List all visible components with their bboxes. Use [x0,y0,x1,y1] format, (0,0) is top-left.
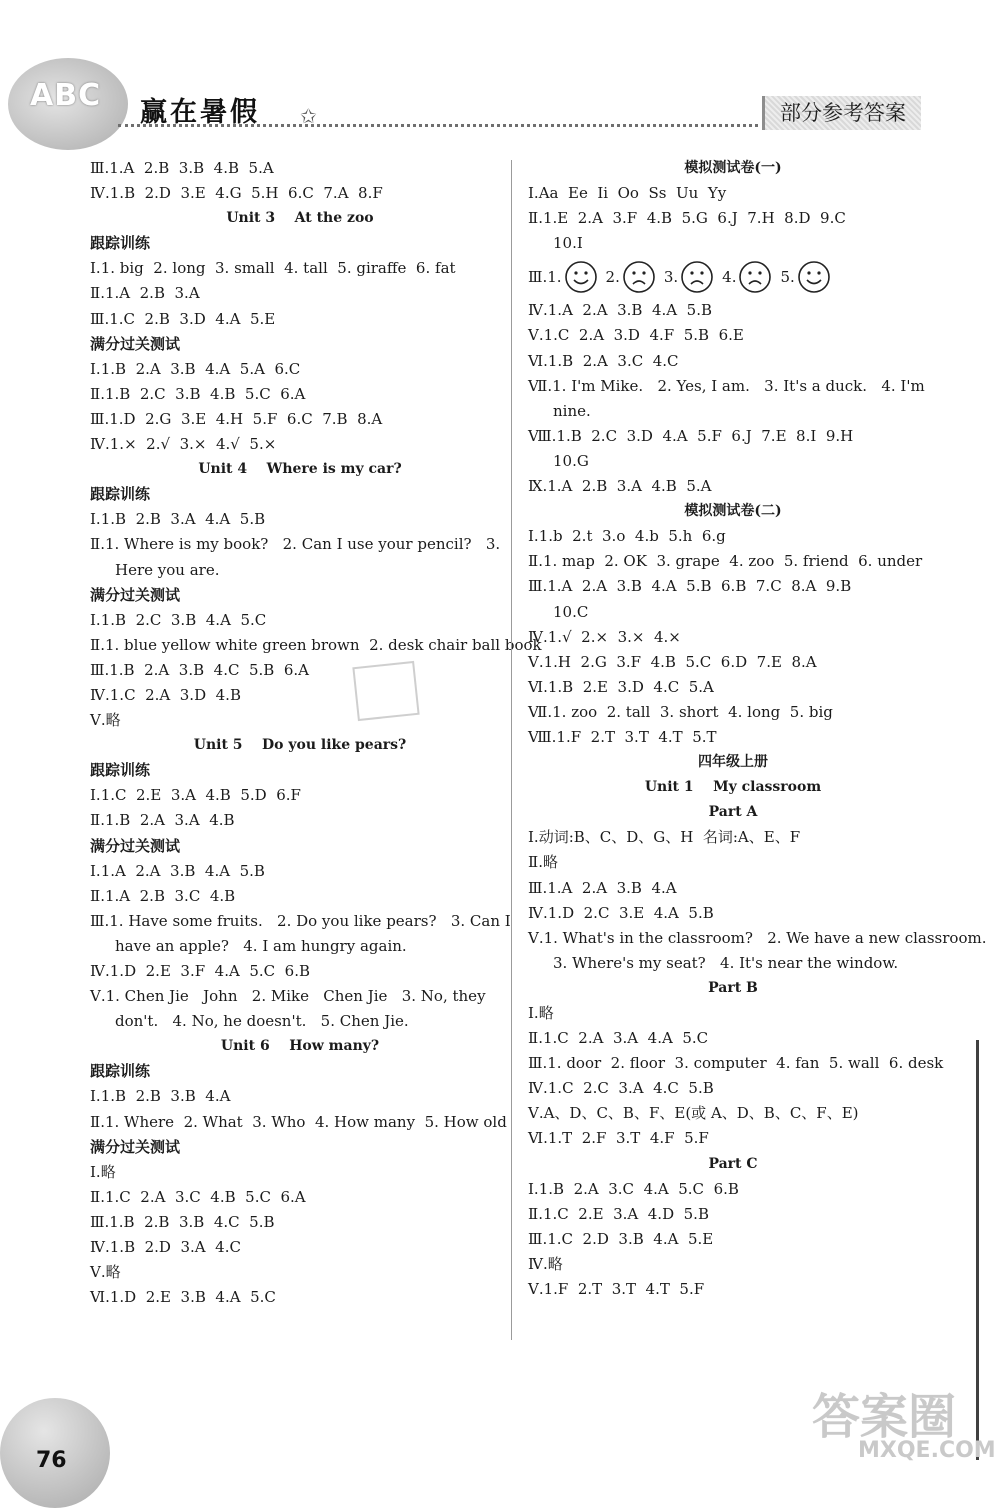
subsection-label: 跟踪训练 [90,761,151,780]
answer-line: don't. 4. No, he doesn't. 5. Chen Jie. [115,1012,409,1031]
answer-line: Ⅱ.1.E 2.A 3.F 4.B 5.G 6.J 7.H 8.D 9.C [528,209,846,228]
answer-line: Ⅳ.1.C 2.A 3.D 4.B [90,685,241,704]
section-heading: 四年级上册 [698,754,768,771]
answer-line: Ⅱ.1. Where 2. What 3. Who 4. How many 5. How old [90,1112,507,1131]
logo-text: ABC [30,78,102,113]
section-heading: 模拟测试卷(二) [684,503,782,520]
answer-line: Ⅱ.1.B 2.C 3.B 4.B 5.C 6.A [90,384,306,403]
face-number: 4. [722,268,737,287]
answer-line: Ⅴ.略 [90,1263,121,1282]
stamp-mark [352,661,419,721]
answer-line: Ⅰ.1.B 2.B 3.A 4.A 5.B [90,510,266,529]
answer-line: Ⅰ.1.C 2.E 3.A 4.B 5.D 6.F [90,786,301,805]
section-heading: Unit 6 How many? [220,1038,380,1055]
faces-prefix: Ⅲ.1. [528,268,562,287]
answer-line: Ⅰ.1.B 2.A 3.B 4.A 5.A 6.C [90,359,301,378]
answer-line: Ⅵ.1.B 2.E 3.D 4.C 5.A [528,677,714,696]
answer-line: Ⅰ.1.B 2.C 3.B 4.A 5.C [90,610,267,629]
answer-line: Ⅴ.A、D、C、B、F、E(或 A、D、B、C、F、E) [528,1104,859,1123]
answer-line: Ⅴ.1. Chen Jie John 2. Mike Chen Jie 3. No, they [90,987,486,1006]
happy-face-icon [564,260,598,294]
answer-line: Ⅴ.1.C 2.A 3.D 4.F 5.B 6.E [528,326,744,345]
answer-line: Ⅱ.1.A 2.B 3.C 4.B [90,886,236,905]
answer-line: Ⅲ.1.D 2.G 3.E 4.H 5.F 6.C 7.B 8.A [90,409,383,428]
answer-line: Ⅱ.1. Where is my book? 2. Can I use your pencil? 3. [90,535,501,554]
answer-line: Ⅴ.1. What's in the classroom? 2. We have a new classroom. [528,928,987,947]
happy-face-icon [797,260,831,294]
watermark-url: MXQE.COM [858,1438,996,1463]
answer-line: Ⅷ.1.B 2.C 3.D 4.A 5.F 6.J 7.E 8.I 9.H [528,426,854,445]
page-edge [976,1040,979,1460]
answer-line: Ⅱ.1.C 2.A 3.A 4.A 5.C [528,1029,709,1048]
answer-line: Ⅷ.1.F 2.T 3.T 4.T 5.T [528,727,717,746]
answer-line: Ⅱ.1.B 2.A 3.A 4.B [90,811,235,830]
answer-line: Ⅳ.1.B 2.D 3.A 4.C [90,1238,241,1257]
answer-line: 10.C [553,602,589,621]
answer-line: Here you are. [115,560,220,579]
answer-line: Ⅰ.动词:B、C、D、G、H 名词:A、E、F [528,828,801,847]
answer-line: Ⅲ.1.C 2.D 3.B 4.A 5.E [528,1229,714,1248]
section-heading: Part A [708,804,758,821]
faces-answer-line [528,256,938,298]
answer-line: Ⅳ.1.√ 2.× 3.× 4.× [528,627,681,646]
page-header [0,0,1000,150]
answer-line: Ⅵ.1.T 2.F 3.T 4.F 5.F [528,1129,709,1148]
answer-line: have an apple? 4. I am hungry again. [115,936,407,955]
face-number: 2. [605,268,620,287]
answer-line: Ⅰ.Aa Ee Ii Oo Ss Uu Yy [528,184,727,203]
answer-line: 10.G [553,451,589,470]
answer-line: Ⅸ.1.A 2.B 3.A 4.B 5.A [528,477,712,496]
answer-line: Ⅲ.1. door 2. floor 3. computer 4. fan 5. wall 6. desk [528,1054,944,1073]
answer-line: nine. [553,401,591,420]
answer-line: 10.I [553,234,583,253]
answer-line: Ⅱ.1. blue yellow white green brown 2. desk chair ball book [90,635,542,654]
answer-line: Ⅰ.略 [528,1004,554,1022]
column-divider [511,160,512,1340]
section-heading: Part B [708,979,758,996]
sad-face-icon [622,260,656,294]
section-heading: 模拟测试卷(一) [684,160,782,176]
answer-line: Ⅵ.1.B 2.A 3.C 4.C [528,351,679,370]
answer-line: Ⅲ.1.B 2.A 3.B 4.C 5.B 6.A [90,660,309,679]
face-number: 3. [663,268,679,287]
sad-face-icon [680,260,714,294]
answer-line: Ⅰ.1.b 2.t 3.o 4.b 5.h 6.g [528,527,726,546]
section-heading: Unit 1 My classroom [644,779,822,796]
answer-line: Ⅰ.1.B 2.A 3.C 4.A 5.C 6.B [528,1179,739,1198]
answer-line: Ⅳ.1.A 2.A 3.B 4.A 5.B [528,301,712,320]
sad-face-icon [738,260,772,294]
section-tag: 部分参考答案 [762,96,921,130]
section-heading: Unit 5 Do you like pears? [193,737,407,754]
subsection-label: 跟踪训练 [90,234,151,253]
subsection-label: 跟踪训练 [90,1062,151,1081]
answer-line: Ⅲ.1.A 2.B 3.B 4.B 5.A [90,159,274,177]
star-icon: ✩ [300,104,317,128]
answer-line: Ⅳ.1.C 2.C 3.A 4.C 5.B [528,1079,714,1098]
face-number: 5. [780,268,795,287]
dotted-rule [118,124,758,127]
section-heading: Unit 4 Where is my car? [198,461,402,478]
subsection-label: 满分过关测试 [90,585,181,604]
answer-line: 3. Where's my seat? 4. It's near the window. [553,953,899,972]
answer-line: Ⅰ.略 [90,1162,116,1181]
subsection-label: 满分过关测试 [90,836,181,855]
answer-line: Ⅲ.1.B 2.B 3.B 4.C 5.B [90,1212,275,1231]
answer-line: Ⅱ.1. map 2. OK 3. grape 4. zoo 5. friend 6. under [528,552,923,571]
answer-line: Ⅳ.略 [528,1254,563,1273]
answer-line: Ⅴ.1.F 2.T 3.T 4.T 5.F [528,1280,705,1299]
answer-line: Ⅴ.略 [90,711,121,730]
subsection-label: 满分过关测试 [90,1137,181,1156]
answer-line: Ⅲ.1. Have some fruits. 2. Do you like pears? 3. Can I [90,911,511,930]
page-number: 76 [36,1448,67,1473]
answer-line: Ⅴ.1.H 2.G 3.F 4.B 5.C 6.D 7.E 8.A [528,652,817,671]
answer-line: Ⅶ.1. zoo 2. tall 3. short 4. long 5. big [528,702,833,721]
watermark-logo: 答案圈 [812,1389,957,1445]
subsection-label: 跟踪训练 [90,485,151,504]
answer-line: Ⅳ.1.B 2.D 3.E 4.G 5.H 6.C 7.A 8.F [90,184,383,203]
answer-line: Ⅱ.1.C 2.A 3.C 4.B 5.C 6.A [90,1187,306,1206]
answer-line: Ⅳ.1.D 2.E 3.F 4.A 5.C 6.B [90,962,311,980]
answer-line: Ⅰ.1. big 2. long 3. small 4. tall 5. giraffe 6. fat [90,259,456,278]
answer-line: Ⅱ.略 [528,853,558,872]
answer-line: Ⅶ.1. I'm Mike. 2. Yes, I am. 3. It's a duck. 4. I'm [528,376,925,395]
right-answer-column [528,156,987,1302]
answer-line: Ⅳ.1.× 2.√ 3.× 4.√ 5.× [90,435,277,454]
answer-line: Ⅱ.1.A 2.B 3.A [90,284,200,303]
answer-line: Ⅱ.1.C 2.E 3.A 4.D 5.B [528,1204,709,1223]
answer-line: Ⅰ.1.A 2.A 3.B 4.A 5.B [90,861,265,880]
answer-line: Ⅲ.1.A 2.A 3.B 4.A 5.B 6.B 7.C 8.A 9.B [528,577,852,596]
answer-line: Ⅵ.1.D 2.E 3.B 4.A 5.C [90,1288,276,1307]
book-title: 赢在暑假 [140,97,260,128]
left-answer-column [90,156,542,1310]
answer-line: Ⅰ.1.B 2.B 3.B 4.A [90,1087,231,1106]
answer-line: Ⅲ.1.C 2.B 3.D 4.A 5.E [90,309,276,328]
subsection-label: 满分过关测试 [90,334,181,353]
answer-line: Ⅲ.1.A 2.A 3.B 4.A [528,878,677,897]
section-heading: Unit 3 At the zoo [226,210,374,227]
section-heading: Part C [708,1155,758,1172]
answer-line: Ⅳ.1.D 2.C 3.E 4.A 5.B [528,903,714,922]
